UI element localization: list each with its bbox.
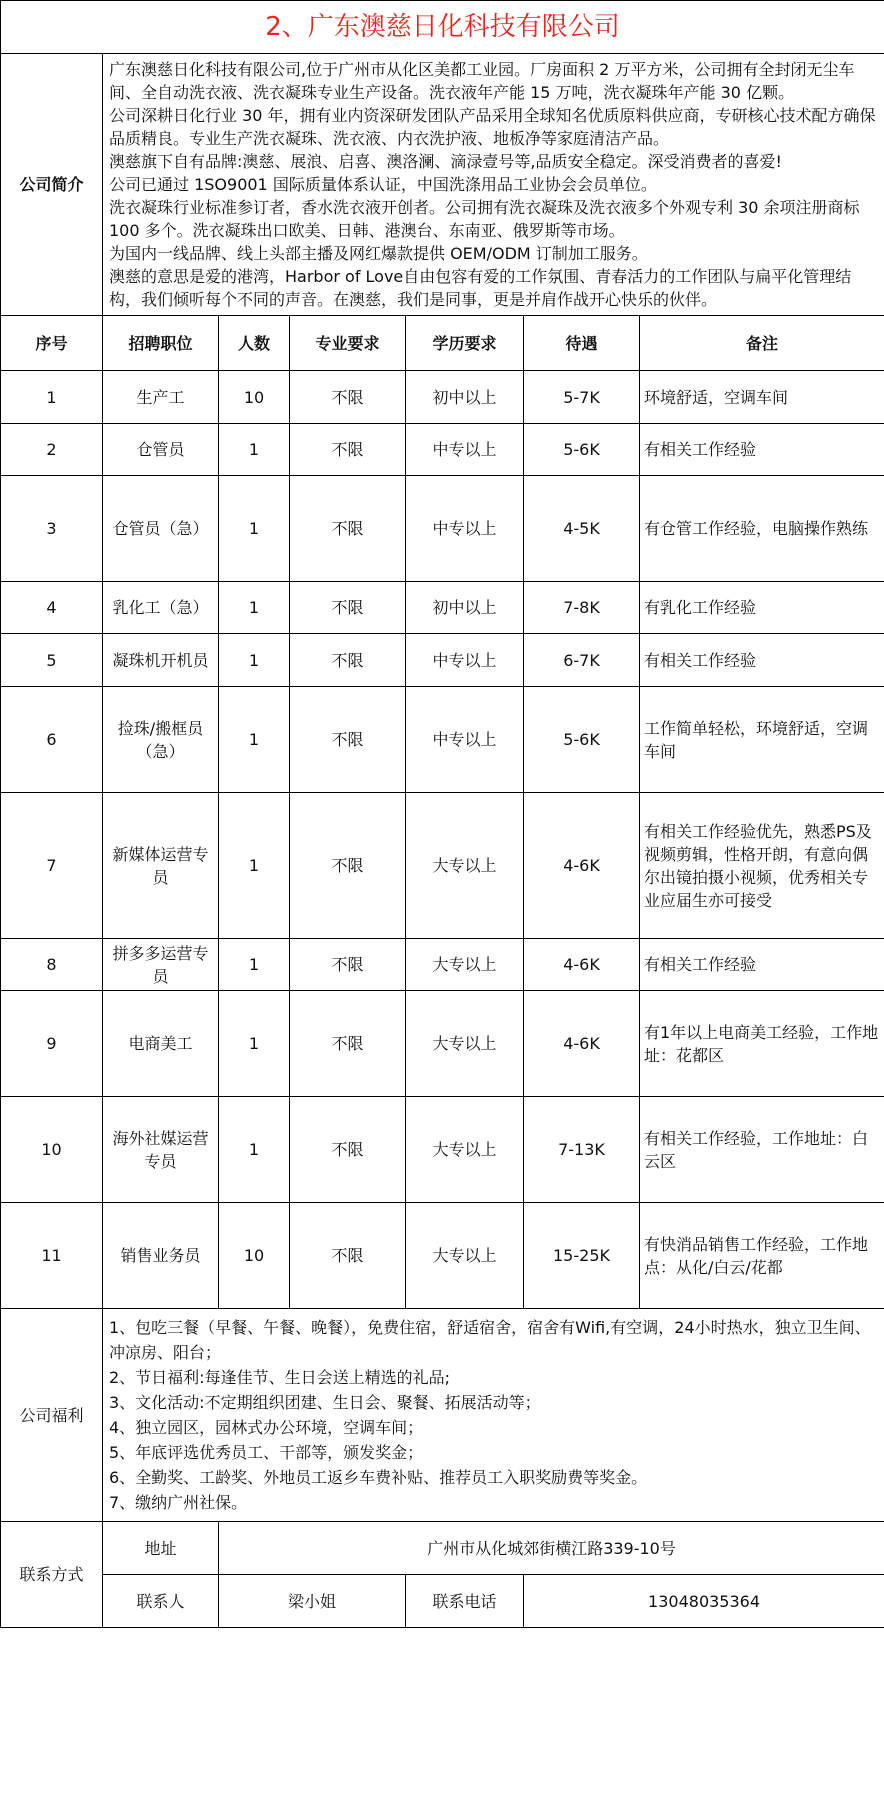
job-pay: 5-6K	[524, 424, 640, 476]
job-education: 大专以上	[406, 1203, 524, 1309]
job-count: 1	[219, 793, 290, 939]
job-pay: 7-8K	[524, 582, 640, 634]
table-row	[1, 939, 884, 991]
benefits-row	[1, 1309, 884, 1522]
header-count: 人数	[219, 316, 290, 371]
intro-paragraph: 公司已通过 1SO9001 国际质量体系认证，中国洗涤用品工业协会会员单位。	[109, 175, 657, 194]
job-count: 1	[219, 687, 290, 793]
job-pay: 4-5K	[524, 476, 640, 582]
table-row	[1, 793, 884, 939]
job-no: 5	[1, 634, 103, 687]
job-major: 不限	[290, 582, 406, 634]
job-count: 1	[219, 1097, 290, 1203]
person-label: 联系人	[103, 1575, 219, 1628]
company-intro	[103, 54, 884, 316]
header-major: 专业要求	[290, 316, 406, 371]
job-no: 6	[1, 687, 103, 793]
table-row	[1, 991, 884, 1097]
job-position: 凝珠机开机员	[103, 634, 219, 687]
job-position: 海外社媒运营专员	[103, 1097, 219, 1203]
job-count: 1	[219, 939, 290, 991]
contact-person-row	[1, 1575, 884, 1628]
benefits-list	[103, 1309, 884, 1522]
job-education: 中专以上	[406, 634, 524, 687]
job-pay: 4-6K	[524, 793, 640, 939]
job-no: 11	[1, 1203, 103, 1309]
job-position: 捡珠/搬框员（急）	[103, 687, 219, 793]
table-header-row	[1, 316, 884, 371]
job-count: 1	[219, 582, 290, 634]
intro-label: 公司简介	[1, 54, 103, 316]
intro-paragraph: 洗衣凝珠行业标准参订者，香水洗衣液开创者。公司拥有洗衣凝珠及洗衣液多个外观专利 30 余项注册商标 100 多个。洗衣凝珠出口欧美、日韩、港澳台、东南亚、俄罗斯等市场。	[109, 198, 860, 240]
job-pay: 15-25K	[524, 1203, 640, 1309]
header-pay: 待遇	[524, 316, 640, 371]
benefit-item: 2、节日福利:每逢佳节、生日会送上精选的礼品;	[109, 1368, 450, 1387]
job-count: 1	[219, 476, 290, 582]
job-count: 10	[219, 371, 290, 424]
job-position: 拼多多运营专员	[103, 939, 219, 991]
job-pay: 5-6K	[524, 687, 640, 793]
job-pay: 4-6K	[524, 939, 640, 991]
job-education: 初中以上	[406, 371, 524, 424]
job-no: 8	[1, 939, 103, 991]
job-position: 乳化工（急）	[103, 582, 219, 634]
job-note: 有相关工作经验优先，熟悉PS及视频剪辑，性格开朗，有意向偶尔出镜拍摄小视频，优秀相关专业应届生亦可接受	[640, 793, 884, 939]
job-education: 大专以上	[406, 939, 524, 991]
job-count: 10	[219, 1203, 290, 1309]
table-row	[1, 634, 884, 687]
job-major: 不限	[290, 939, 406, 991]
benefit-item: 1、包吃三餐（早餐、午餐、晚餐），免费住宿，舒适宿舍，宿舍有Wifi,有空调，24小时热水，独立卫生间、冲凉房、阳台；	[109, 1318, 871, 1362]
job-major: 不限	[290, 634, 406, 687]
job-major: 不限	[290, 371, 406, 424]
intro-paragraph: 公司深耕日化行业 30 年，拥有业内资深研发团队产品采用全球知名优质原料供应商，专研核心技术配方确保品质精良。专业生产洗衣凝珠、洗衣液、内衣洗护液、地板净等家庭清洁产品。	[109, 106, 876, 148]
person-value: 梁小姐	[219, 1575, 406, 1628]
job-position: 销售业务员	[103, 1203, 219, 1309]
benefit-item: 7、缴纳广州社保。	[109, 1493, 248, 1512]
job-count: 1	[219, 991, 290, 1097]
header-note: 备注	[640, 316, 884, 371]
job-note: 有仓管工作经验，电脑操作熟练	[640, 476, 884, 582]
job-count: 1	[219, 424, 290, 476]
contact-address-row	[1, 1522, 884, 1575]
table-row	[1, 1097, 884, 1203]
job-note: 环境舒适，空调车间	[640, 371, 884, 424]
header-no: 序号	[1, 316, 103, 371]
table-row	[1, 371, 884, 424]
table-row	[1, 582, 884, 634]
job-education: 初中以上	[406, 582, 524, 634]
job-note: 有相关工作经验	[640, 939, 884, 991]
address-label: 地址	[103, 1522, 219, 1575]
header-position: 招聘职位	[103, 316, 219, 371]
benefit-item: 6、全勤奖、工龄奖、外地员工返乡车费补贴、推荐员工入职奖励费等奖金。	[109, 1468, 648, 1487]
job-position: 仓管员	[103, 424, 219, 476]
job-major: 不限	[290, 476, 406, 582]
job-pay: 5-7K	[524, 371, 640, 424]
job-major: 不限	[290, 991, 406, 1097]
benefits-label: 公司福利	[1, 1309, 103, 1522]
job-note: 工作简单轻松，环境舒适，空调车间	[640, 687, 884, 793]
intro-paragraph: 澳慈旗下自有品牌:澳慈、展浪、启喜、澳洛澜、滴渌壹号等,品质安全稳定。深受消费者的喜爱!	[109, 152, 782, 171]
job-education: 大专以上	[406, 1097, 524, 1203]
job-pay: 7-13K	[524, 1097, 640, 1203]
phone-value: 13048035364	[524, 1575, 884, 1628]
job-education: 中专以上	[406, 687, 524, 793]
page-title: 2、广东澳慈日化科技有限公司	[1, 1, 884, 54]
job-position: 仓管员（急）	[103, 476, 219, 582]
job-note: 有相关工作经验	[640, 634, 884, 687]
job-no: 4	[1, 582, 103, 634]
job-education: 中专以上	[406, 476, 524, 582]
job-position: 电商美工	[103, 991, 219, 1097]
job-education: 大专以上	[406, 991, 524, 1097]
job-note: 有1年以上电商美工经验，工作地址：花都区	[640, 991, 884, 1097]
job-major: 不限	[290, 1203, 406, 1309]
benefit-item: 5、年底评选优秀员工、干部等，颁发奖金；	[109, 1443, 424, 1462]
job-position: 生产工	[103, 371, 219, 424]
job-major: 不限	[290, 424, 406, 476]
job-count: 1	[219, 634, 290, 687]
job-note: 有快消品销售工作经验，工作地点：从化/白云/花都	[640, 1203, 884, 1309]
job-no: 3	[1, 476, 103, 582]
address-value: 广州市从化城郊街横江路339-10号	[219, 1522, 884, 1575]
job-pay: 6-7K	[524, 634, 640, 687]
job-note: 有相关工作经验	[640, 424, 884, 476]
table-row	[1, 687, 884, 793]
header-education: 学历要求	[406, 316, 524, 371]
intro-paragraph: 广东澳慈日化科技有限公司,位于广州市从化区美都工业园。厂房面积 2 万平方米，公司拥有全封闭无尘车间、全自动洗衣液、洗衣凝珠专业生产设备。洗衣液年产能 15 万吨，洗衣凝珠年产能 30 亿颗。	[109, 60, 855, 102]
job-no: 2	[1, 424, 103, 476]
table-row	[1, 476, 884, 582]
job-education: 大专以上	[406, 793, 524, 939]
job-education: 中专以上	[406, 424, 524, 476]
benefit-item: 4、独立园区，园林式办公环境，空调车间；	[109, 1418, 424, 1437]
job-note: 有乳化工作经验	[640, 582, 884, 634]
job-major: 不限	[290, 793, 406, 939]
table-row	[1, 424, 884, 476]
job-no: 1	[1, 371, 103, 424]
intro-paragraph: 澳慈的意思是爱的港湾，Harbor of Love自由包容有爱的工作氛围、青春活力的工作团队与扁平化管理结构，我们倾听每个不同的声音。在澳慈，我们是同事，更是并肩作战开心快乐的伙伴。	[109, 267, 852, 309]
job-pay: 4-6K	[524, 991, 640, 1097]
job-no: 7	[1, 793, 103, 939]
intro-paragraph: 为国内一线品牌、线上头部主播及网红爆款提供 OEM/ODM 订制加工服务。	[109, 244, 648, 263]
job-no: 9	[1, 991, 103, 1097]
table-row	[1, 1203, 884, 1309]
job-position: 新媒体运营专员	[103, 793, 219, 939]
phone-label: 联系电话	[406, 1575, 524, 1628]
contact-label: 联系方式	[1, 1522, 103, 1628]
job-note: 有相关工作经验，工作地址：白云区	[640, 1097, 884, 1203]
benefit-item: 3、文化活动:不定期组织团建、生日会、聚餐、拓展活动等；	[109, 1393, 541, 1412]
job-major: 不限	[290, 1097, 406, 1203]
job-major: 不限	[290, 687, 406, 793]
job-no: 10	[1, 1097, 103, 1203]
